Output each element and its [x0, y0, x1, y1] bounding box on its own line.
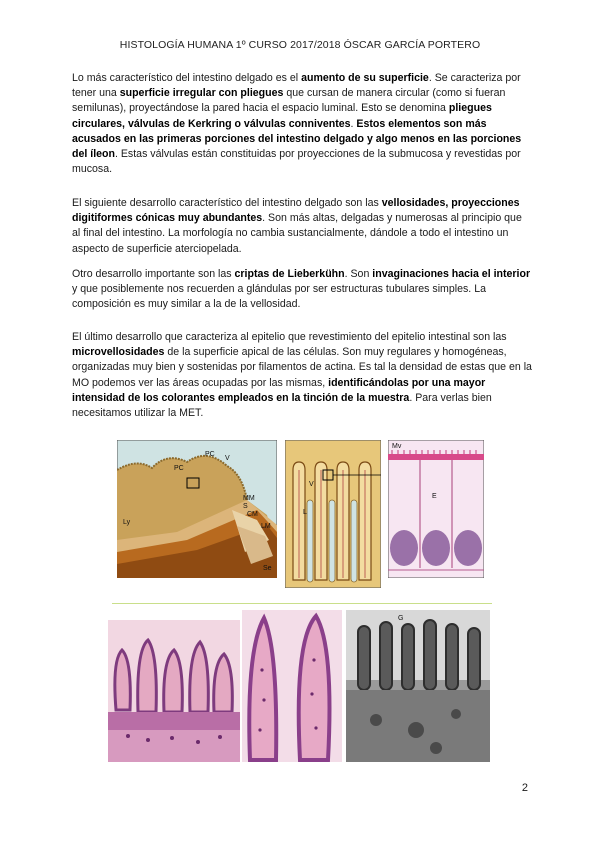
bold-run: microvellosidades [72, 346, 165, 359]
text-run: Otro desarrollo importante son las [72, 268, 235, 280]
label-e: E [432, 493, 437, 500]
text-run: que cursan de manera circular (como si fueran semilunas), proyectándose la pared hacia el espacio luminal. Esto se denomina [72, 87, 506, 115]
text-run: El último desarrollo que caracteriza al epitelio que revestimiento del epitelio intestinal son las [72, 331, 507, 343]
page-number: 2 [521, 782, 528, 794]
label-s: S [243, 503, 248, 510]
micrograph-em [346, 610, 490, 762]
paragraph-criptas [72, 267, 532, 313]
label-mv: Mv [392, 443, 402, 450]
label-pc-2: PC [205, 451, 215, 458]
villi-illustration [285, 440, 381, 588]
text-run: . Son más altas, delgadas y numerosas al principio que al final del intestino. La morfología no cambia sustancialmente, dándole a todo el intestino un aspecto de superficie aterciopelada. [72, 212, 522, 255]
bold-run: Estos elementos son más acusados en las primeras porciones del intestino delgado y algo menos en las porciones del íleon [72, 117, 522, 161]
figure-divider [112, 603, 492, 604]
micrograph-he-1 [108, 620, 240, 762]
micrograph-electron [346, 610, 490, 762]
text-run: de la superficie apical de las células. Son muy regulares y homogéneas, organizadas muy bien y sostenidas por filamentos de actina. Es tal la densidad de estas que en la MO podemos ver las áreas ocupadas por las mismas, [72, 346, 532, 389]
bold-run: criptas de Lieberkühn [234, 268, 345, 280]
enterocyte-illustration [388, 440, 484, 578]
text-run: . Son [344, 268, 373, 280]
bold-run: superficie irregular con pliegues [119, 87, 284, 100]
paragraph-vellosidades [72, 196, 532, 257]
label-ly: Ly [123, 519, 131, 526]
page-header: HISTOLOGÍA HUMANA 1º CURSO 2017/2018 ÓSCAR GARCÍA PORTERO [119, 39, 481, 51]
intestinal-wall-illustration [117, 440, 277, 578]
text-run: . Se caracteriza por tener una [72, 72, 521, 100]
paragraph-pliegues [72, 71, 532, 177]
micrograph-villus-detail [242, 610, 342, 762]
text-run: . [350, 117, 357, 130]
label-lm: LM [261, 523, 271, 530]
label-mm: MM [243, 495, 255, 502]
label-pc-1: PC [174, 465, 184, 472]
label-se: Se [263, 565, 272, 572]
bold-run: aumento de su superficie [301, 72, 429, 84]
paragraph-microvellosidades [72, 330, 532, 421]
label-g: G [398, 615, 404, 622]
bold-run: identificándolas por una mayor intensidad de los colorantes empleados en la tinción de la muestra [72, 376, 486, 404]
text-run: y que posiblemente nos recuerden a glándulas por ser estructuras tubulares simples. La composición es muy similar a la de la vellosidad. [72, 283, 486, 311]
enterocyte-diagram [388, 440, 484, 578]
text-run: Lo más característico del intestino delgado es el [72, 72, 302, 84]
label-cm: CM [247, 511, 258, 518]
micrograph-he-2 [242, 610, 342, 762]
bold-run: vellosidades, proyecciones digitiformes cónicas muy abundantes [72, 197, 520, 225]
label-l: L [303, 509, 307, 516]
bold-run: invaginaciones hacia el interior [372, 268, 531, 280]
villi-crypts-diagram [285, 440, 381, 588]
label-v: V [225, 455, 230, 462]
label-v-villus: V [309, 481, 314, 488]
text-run: . Para verlas bien necesitamos utilizar la MET. [72, 391, 492, 420]
text-run: El siguiente desarrollo característico del intestino delgado son las [72, 197, 382, 209]
bold-run: pliegues circulares, válvulas de Kerkring o válvulas conniventes [72, 102, 492, 130]
intestinal-wall-diagram [117, 440, 277, 578]
micrograph-villi-he [108, 620, 240, 762]
text-run: . Estas válvulas están constituidas por proyecciones de la submucosa y revestidas por mucosa. [72, 148, 521, 176]
